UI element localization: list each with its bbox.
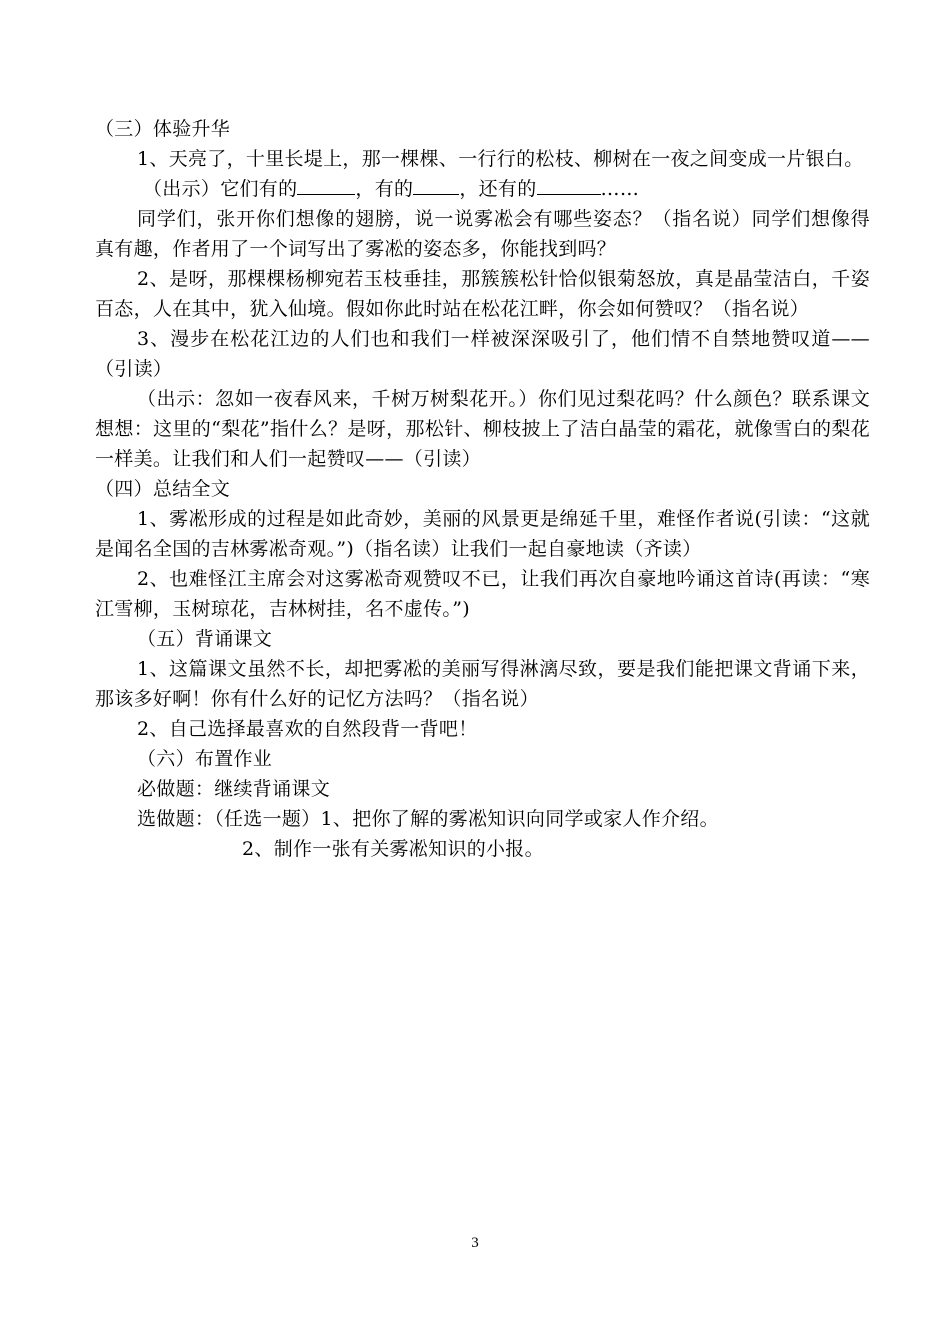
paragraph: 3、漫步在松花江边的人们也和我们一样被深深吸引了，他们情不自禁地赞叹道——（引读） — [95, 328, 870, 380]
paragraph: 2、自己选择最喜欢的自然段背一背吧！ — [137, 718, 478, 740]
document-body — [95, 114, 870, 864]
paragraph: 同学们，张开你们想像的翅膀，说一说雾凇会有哪些姿态？（指名说）同学们想像得真有趣，作者用了一个词写出了雾凇的姿态多，你能找到吗？ — [95, 208, 870, 260]
paragraph: （出示：忽如一夜春风来，千树万树梨花开。）你们见过梨花吗？什么颜色？联系课文想想：这里的“梨花”指什么？是呀，那松针、柳枝披上了洁白晶莹的霜花，就像雪白的梨花一样美。让我们和人们一起赞叹——（引读） — [95, 388, 870, 470]
blank-line — [297, 176, 355, 195]
optional-homework: 选做题：（任选一题）1、把你了解的雾凇知识向同学或家人作介绍。 — [137, 808, 719, 830]
section-heading-6: （六）布置作业 — [137, 748, 273, 770]
paragraph: 2、也难怪江主席会对这雾凇奇观赞叹不已，让我们再次自豪地吟诵这首诗(再读：“寒江雪柳，玉树琼花，吉林树挂，名不虚传。”) — [95, 568, 870, 620]
section-heading-5: （五）背诵课文 — [137, 628, 273, 650]
paragraph: 1、这篇课文虽然不长，却把雾凇的美丽写得淋漓尽致，要是我们能把课文背诵下来，那该多好啊！你有什么好的记忆方法吗？（指名说） — [95, 658, 870, 710]
section-heading-3: （三）体验升华 — [95, 118, 231, 140]
paragraph: 2、是呀，那棵棵杨柳宛若玉枝垂挂，那簇簇松针恰似银菊怒放，真是晶莹洁白，千姿百态，人在其中，犹入仙境。假如你此时站在松花江畔，你会如何赞叹？（指名说） — [95, 268, 870, 320]
paragraph: 1、雾凇形成的过程是如此奇妙，美丽的风景更是绵延千里，难怪作者说(引读：“这就是闻名全国的吉林雾凇奇观。”)（指名读）让我们一起自豪地读（齐读） — [95, 508, 870, 560]
fill-in-paragraph — [95, 174, 870, 204]
paragraph: 1、天亮了，十里长堤上，那一棵棵、一行行的松枝、柳树在一夜之间变成一片银白。 — [137, 148, 864, 170]
fill-in-text: ，有的 — [355, 178, 414, 200]
blank-line — [413, 176, 459, 195]
section-heading-4: （四）总结全文 — [95, 478, 231, 500]
fill-in-text: （出示）它们有的 — [143, 178, 298, 200]
fill-in-text: ，还有的 — [459, 178, 537, 200]
ellipsis: …… — [600, 178, 640, 200]
optional-homework-item: 2、制作一张有关雾凇知识的小报。 — [242, 838, 544, 860]
required-homework: 必做题：继续背诵课文 — [137, 778, 331, 800]
page-number: 3 — [471, 1235, 479, 1251]
blank-line — [537, 176, 601, 195]
